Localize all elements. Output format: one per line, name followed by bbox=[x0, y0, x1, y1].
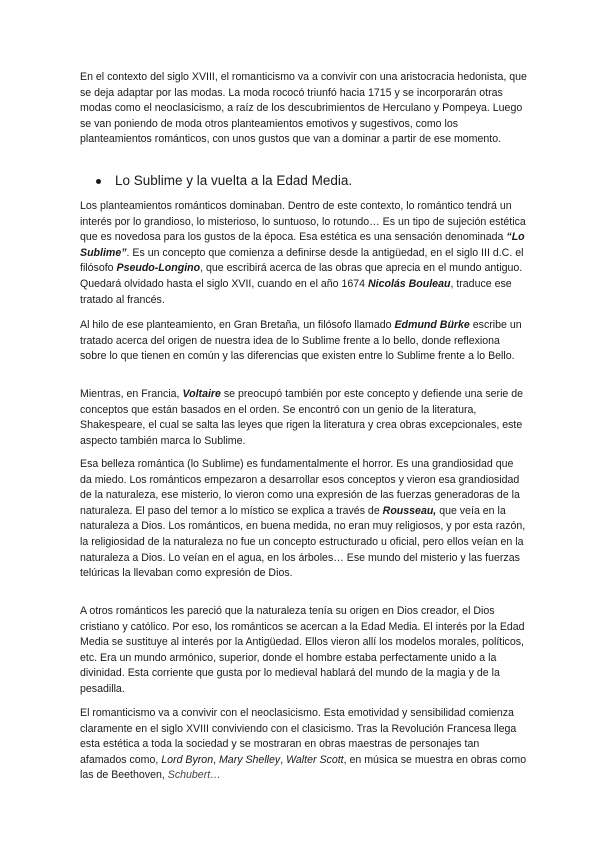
paragraph-horror-text-2: que veía en la naturaleza a Dios. Los románticos, en buena medida, no eran muy religiosos, y por esta razón, la religiosidad de la naturaleza no fue un concepto estructurado u oficial, pero ellos veían en la naturaleza a Dios. Lo veían en el agua, en los árboles… Ese mundo del misterio y las fuerzas telúricas la llevaban como expresión de Dios. bbox=[80, 504, 526, 580]
term-lo-sublime: “Lo Sublime” bbox=[80, 231, 525, 259]
paragraph-context-text: En el contexto del siglo XVIII, el romanticismo va a convivir con una aristocracia hedonista, que se deja adaptar por las modas. La moda rococó triunfó hacia 1715 y se incorporarán otras modas como el neoclasicismo, a raíz de los descubrimientos de Herculano y Pompeya. Luego se van poniendo de moda otros planteamientos emotivos y sugestivos, como los planteamientos románticos, con unos gustos que van a dominar a partir de ese momento. bbox=[80, 71, 527, 146]
name-lord-byron: Lord Byron bbox=[161, 753, 214, 766]
paragraph-neoclasicismo-text-1: El romanticismo va a convivir con el neoclasicismo. Esta emotividad y sensibilidad comienza claramente en el siglo XVIII conviviendo con el clasicismo. Tras la Revolución Francesa llega esta estética a toda la sociedad y se mostraran en obras maestras de personajes tan afamados como, bbox=[80, 707, 517, 766]
paragraph-sublime bbox=[80, 199, 528, 308]
name-walter-scott: Walter Scott bbox=[286, 753, 344, 766]
paragraph-voltaire-text-1: Mientras, en Francia, bbox=[80, 388, 183, 400]
paragraph-burke bbox=[80, 318, 528, 365]
name-voltaire: Voltaire bbox=[182, 388, 221, 400]
paragraph-sublime-text-4: , traduce ese tratado al francés. bbox=[80, 277, 512, 306]
paragraph-voltaire-text-2: se preocupó también por este concepto y defiende una serie de conceptos que están basados en el orden. Se encontró con un genio de la literatura, Shakespeare, el cual se salta las leyes que rigen la literatura y crea obras excepcionales, este aspecto también marca lo Sublime. bbox=[80, 388, 524, 447]
paragraph-horror bbox=[80, 457, 528, 582]
bullet-icon bbox=[96, 179, 101, 184]
paragraph-sublime-text-3: , que escribirá acerca de las obras que aprecia en el mundo antiguo. Quedará olvidado hasta el siglo XVII, cuando en el año 1674 bbox=[80, 262, 523, 290]
separator-1: , bbox=[213, 753, 219, 766]
paragraph-voltaire bbox=[80, 387, 528, 449]
paragraph-neoclasicismo-text-2: , en música se muestra en obras como las de Beethoven, bbox=[80, 753, 527, 782]
name-nicolas-bouleau: Nicolás Bouleau bbox=[368, 277, 451, 290]
paragraph-sublime-text-2: . Es un concepto que comienza a definirse desde la antigüedad, en el siglo III d.C. el filósofo bbox=[80, 246, 524, 275]
paragraph-burke-text-1: Al hilo de ese planteamiento, en Gran Bretaña, un filósofo llamado bbox=[80, 319, 395, 331]
section-heading bbox=[96, 172, 536, 190]
paragraph-horror-text-1: Esa belleza romántica (lo Sublime) es fundamentalmente el horror. Es una grandiosidad que da miedo. Los románticos empezaron a desarrollar esos conceptos y vieron esa grandiosidad de la naturaleza, ese misterio, lo vieron como una expresión de las fuerzas generadoras de la naturaleza. El paso del temor a lo místico se explica a través de bbox=[80, 458, 520, 517]
paragraph-burke-text-2: escribe un tratado acerca del origen de nuestra idea de lo Sublime frente a lo bello, donde reflexiona sobre lo que tienen en común y las diferencias que existen entre lo Sublime frente a lo Bello. bbox=[80, 319, 522, 363]
paragraph-context bbox=[80, 70, 528, 148]
name-edmund-burke: Edmund Bürke bbox=[394, 319, 470, 331]
paragraph-edad-media bbox=[80, 604, 528, 698]
paragraph-edad-media-text: A otros románticos les pareció que la naturaleza tenía su origen en Dios creador, el Dios cristiano y católico. Por eso, los románticos se acercan a la Edad Media. El interés por la Edad Media se sustituye al interés por la Antigüedad. Ellos vieron allí los modelos morales, políticos, etc. Era un mundo armónico, superior, donde el hombre estaba perfectamente unido a la divinidad. Esta corriente que gusta por lo medieval hablará del mundo de la magia y de la pesadilla. bbox=[80, 605, 525, 695]
name-mary-shelley: Mary Shelley bbox=[218, 753, 281, 766]
paragraph-sublime-text-1: Los planteamientos románticos dominaban. Dentro de este contexto, lo romántico tendrá un interés por lo grandioso, lo misterioso, lo suntuoso, lo rotundo… Es un tipo de sujeción estética que es novedosa para los gustos de la época. Esa estética es una sensación denominada bbox=[80, 200, 526, 244]
separator-2: , bbox=[280, 753, 287, 766]
paragraph-neoclasicismo bbox=[80, 706, 528, 784]
section-heading-text: Lo Sublime y la vuelta a la Edad Media. bbox=[115, 173, 353, 188]
name-pseudo-longino: Pseudo-Longino bbox=[116, 262, 201, 275]
name-schubert: Schubert… bbox=[167, 769, 221, 782]
name-rousseau: Rousseau, bbox=[382, 504, 437, 517]
